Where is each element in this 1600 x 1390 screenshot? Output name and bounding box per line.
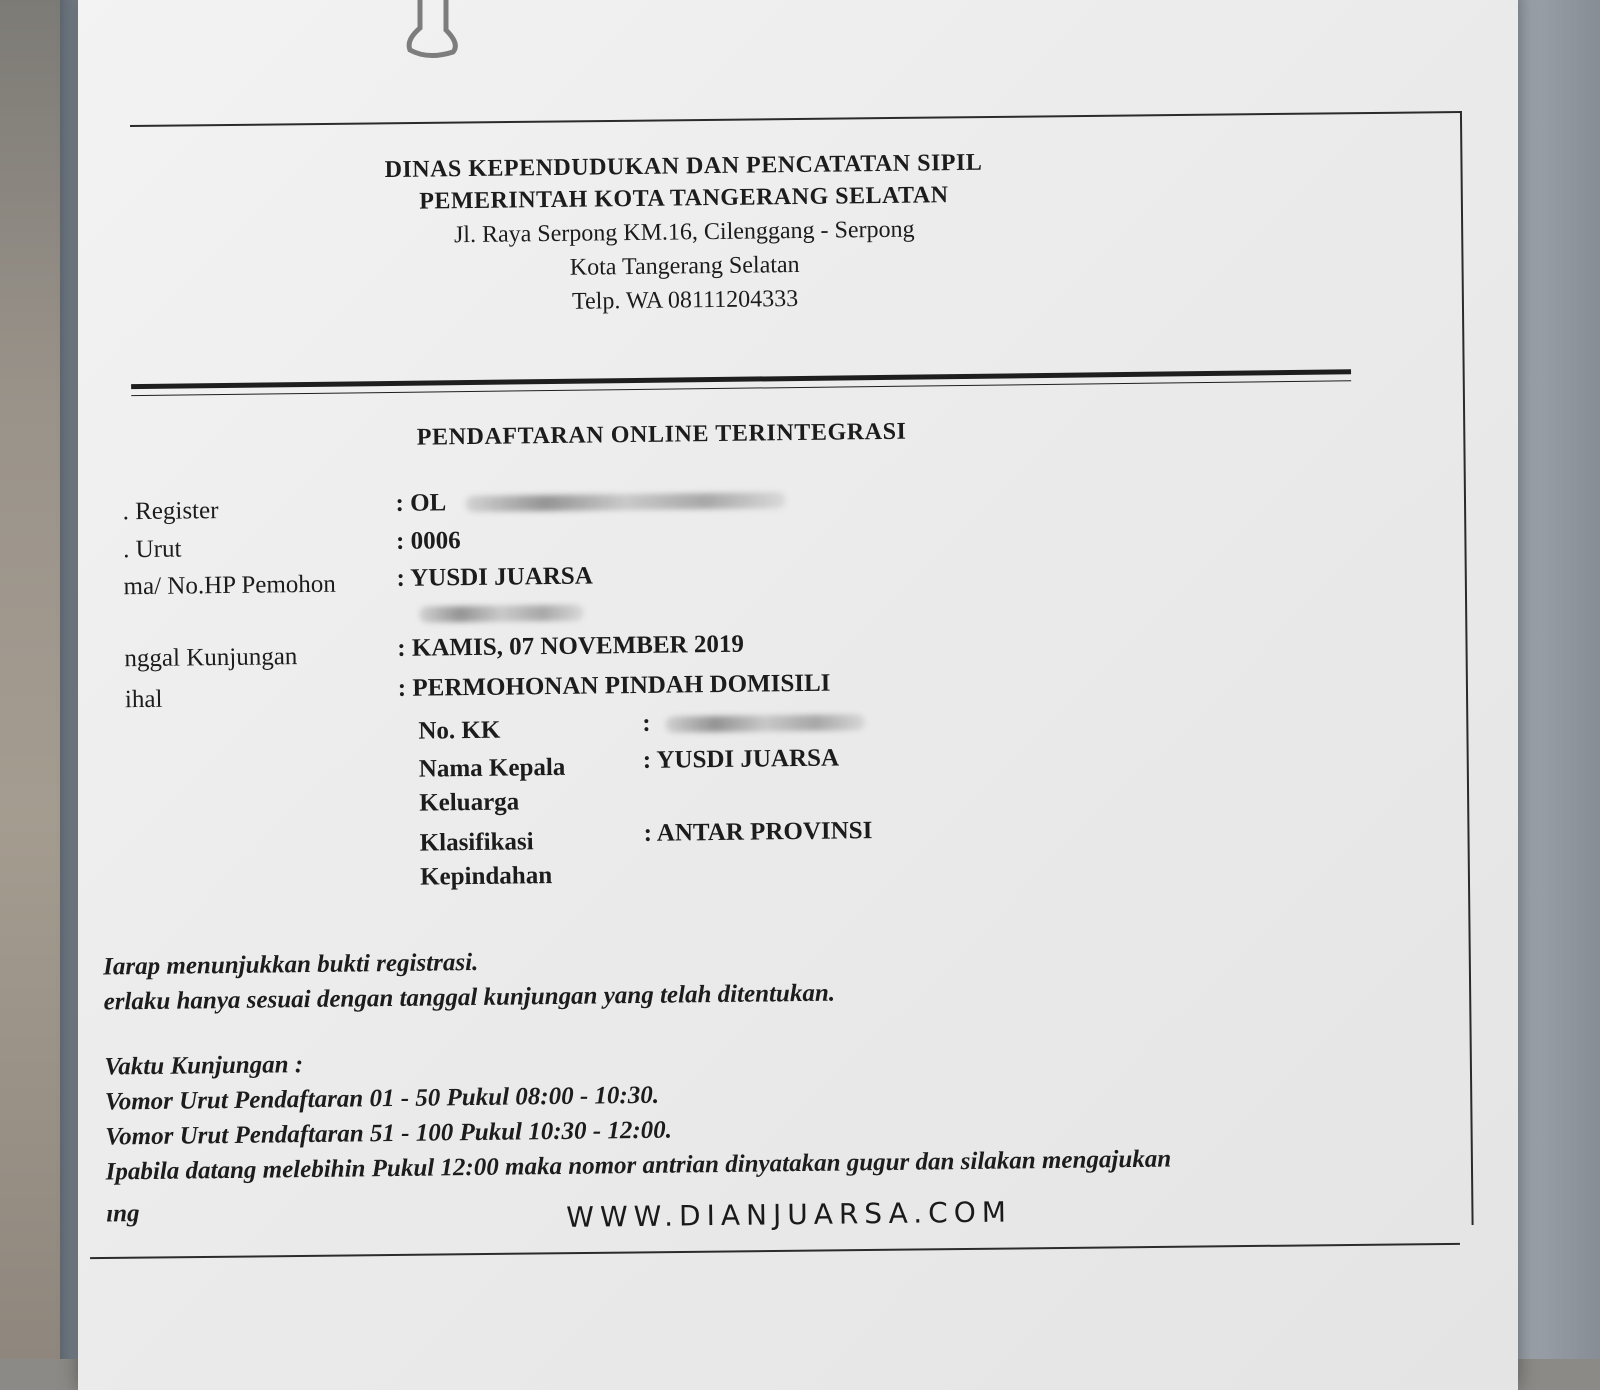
kk-value	[642, 707, 865, 738]
redacted-kk	[665, 714, 865, 732]
klasifikasi-label: Klasifikasi Kepindahan	[419, 828, 553, 891]
urut-value: : 0006	[395, 527, 461, 555]
redacted-register	[465, 492, 785, 512]
note-line-3: Vaktu Kunjungan :	[104, 1051, 304, 1081]
urut-label: . Urut	[122, 535, 182, 564]
phone: Telp. WA 08111204333	[571, 285, 799, 315]
kepala-label: Nama Kepala Keluarga	[418, 753, 566, 817]
register-value	[395, 485, 785, 518]
note-line-7: ıng	[106, 1200, 140, 1228]
document-title: PENDAFTARAN ONLINE TERINTEGRASI	[416, 418, 907, 451]
note-line-2: erlaku hanya sesuai dengan tanggal kunjungan yang telah ditentukan.	[103, 979, 836, 1016]
address: Jl. Raya Serpong KM.16, Cilenggang - Serpong	[453, 216, 915, 249]
register-value-text: : OL	[395, 489, 446, 517]
watermark: WWW.DIANJUARSA.COM	[566, 1195, 1013, 1234]
redacted-phone	[419, 598, 584, 628]
register-label: . Register	[122, 497, 219, 526]
note-line-1: Iarap menunjukkan bukti registrasi.	[103, 948, 479, 981]
perihal-value: : PERMOHONAN PINDAH DOMISILI	[397, 669, 831, 702]
perihal-label: ihal	[124, 685, 163, 714]
note-line-4: Vomor Urut Pendaftaran 01 - 50 Pukul 08:00 - 10:30.	[104, 1081, 660, 1116]
kk-value-text: :	[642, 709, 651, 737]
kepala-value: : YUSDI JUARSA	[642, 744, 840, 774]
pemohon-value: : YUSDI JUARSA	[396, 562, 593, 592]
klasifikasi-value: : ANTAR PROVINSI	[643, 817, 873, 847]
government-name: PEMERINTAH KOTA TANGERANG SELATAN	[419, 182, 949, 215]
note-line-6: Ipabila datang melebihin Pukul 12:00 maka nomor antrian dinyatakan gugur dan silakan mengajukan	[105, 1145, 1172, 1186]
pemohon-label: ma/ No.HP Pemohon	[123, 570, 336, 601]
header-divider	[131, 369, 1351, 396]
agency-name: DINAS KEPENDUDUKAN DAN PENCATATAN SIPIL	[384, 149, 983, 184]
city: Kota Tangerang Selatan	[569, 251, 800, 281]
note-line-5: Vomor Urut Pendaftaran 51 - 100 Pukul 10:30 - 12:00.	[105, 1116, 673, 1151]
redacted-phone-blur	[419, 605, 584, 623]
tanggal-label: nggal Kunjungan	[124, 643, 298, 673]
kk-label: No. KK	[418, 716, 501, 745]
tanggal-value: : KAMIS, 07 NOVEMBER 2019	[397, 630, 745, 662]
